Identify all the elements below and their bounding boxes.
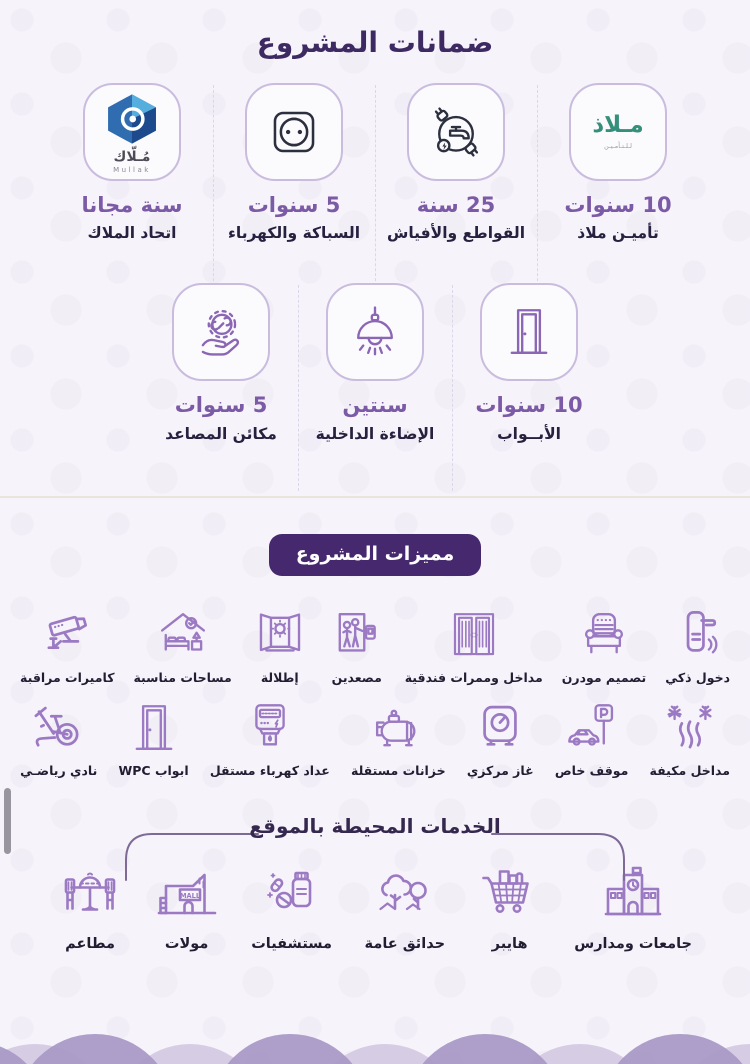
service-label: مولات xyxy=(164,935,209,952)
feature-item xyxy=(562,606,647,685)
feature-item xyxy=(20,606,114,685)
armchair-icon xyxy=(575,606,633,664)
guarantee-value: 5 سنوات xyxy=(174,393,268,418)
malath-arabic-wordmark: مـلاذ xyxy=(592,112,644,138)
feature-label: ابواب WPC xyxy=(118,762,189,778)
guarantees-row-1 xyxy=(0,83,750,243)
guarantee-item xyxy=(51,83,213,243)
feature-item xyxy=(133,606,231,685)
feature-item xyxy=(251,606,309,685)
service-label: حدائق عامة xyxy=(364,935,446,952)
feature-item xyxy=(405,606,543,685)
feature-item xyxy=(328,606,386,685)
lamp-icon xyxy=(326,283,424,381)
svg-text:MALL: MALL xyxy=(179,891,200,900)
feature-label: كاميرات مراقبة xyxy=(20,669,115,685)
feature-item xyxy=(351,699,446,778)
guarantee-value: 5 سنوات xyxy=(247,193,341,217)
guarantee-value: سنتين xyxy=(342,393,408,418)
malath-logo xyxy=(592,114,643,150)
feature-label: خزانات مستقلة xyxy=(350,762,446,778)
gear-hand-icon xyxy=(172,283,270,381)
ac-entrance-icon xyxy=(661,699,719,757)
guarantee-label: القواطع والأفياش xyxy=(386,224,526,243)
plug-faucet-icon xyxy=(407,83,505,181)
services-section xyxy=(0,814,750,952)
feature-item xyxy=(555,699,629,778)
features-row-2 xyxy=(0,699,750,778)
guarantee-label: الأبــواب xyxy=(497,424,561,443)
service-label: جامعات ومدارس xyxy=(574,935,692,952)
guarantee-label: تأميـن ملاذ xyxy=(577,224,659,243)
feature-label: دخول ذكي xyxy=(665,669,730,685)
guarantee-label: السباكة والكهرباء xyxy=(227,224,361,243)
guarantee-value: 10 سنوات xyxy=(564,193,672,217)
guarantee-value: سنة مجانا xyxy=(81,193,183,217)
services-title: الخدمات المحيطة بالموقع xyxy=(249,813,501,838)
meter-icon xyxy=(241,699,299,757)
feature-label: مساحات مناسبة xyxy=(133,669,232,685)
section-divider xyxy=(0,496,750,498)
mullak-arabic-wordmark: مُـلّاك xyxy=(113,149,151,165)
service-label: هايبر xyxy=(491,935,528,952)
guarantees-row-2 xyxy=(0,283,750,443)
feature-item xyxy=(650,699,730,778)
guarantee-value: 25 سنة xyxy=(416,193,496,217)
malath-subtitle: لـلـتـأمـيـن xyxy=(604,142,632,150)
feature-label: مصعدين xyxy=(331,669,382,685)
features-badge: مميزات المشروع xyxy=(269,534,482,576)
mullak-hexagon-icon xyxy=(103,90,161,148)
features-row-1 xyxy=(0,606,750,685)
feature-label: مداخل مكيفة xyxy=(649,762,730,778)
mullak-latin-wordmark: Mullak xyxy=(113,166,151,174)
feature-item xyxy=(665,606,730,685)
guarantee-value: 10 سنوات xyxy=(475,393,583,418)
guarantee-label: مكائن المصاعد xyxy=(165,424,277,443)
feature-label: تصميم مودرن xyxy=(561,669,647,685)
socket-icon xyxy=(245,83,343,181)
guarantee-item xyxy=(537,83,699,243)
hotel-doors-icon xyxy=(445,606,503,664)
mullak-logo xyxy=(83,83,181,181)
tank-icon xyxy=(369,699,427,757)
feature-label: إطلالة xyxy=(260,669,299,685)
bedroom-icon xyxy=(154,606,212,664)
guarantee-item xyxy=(298,283,452,443)
malath-logo xyxy=(569,83,667,181)
service-label: مطاعم xyxy=(65,935,115,952)
service-label: مستشفيات xyxy=(251,935,332,952)
window-view-icon xyxy=(251,606,309,664)
cctv-icon xyxy=(38,606,96,664)
feature-label: عداد كهرباء مستقل xyxy=(209,762,330,778)
feature-item xyxy=(210,699,330,778)
feature-label: موقف خاص xyxy=(554,762,629,778)
feature-label: غاز مركزي xyxy=(466,762,534,778)
feature-label: مداخل وممرات فندقية xyxy=(404,669,543,685)
feature-item xyxy=(118,699,188,778)
wpc-door-icon xyxy=(125,699,183,757)
guarantee-item xyxy=(213,83,375,243)
bottom-scallops-decoration xyxy=(0,1028,750,1064)
elevator-icon xyxy=(328,606,386,664)
guarantee-item xyxy=(375,83,537,243)
gas-icon xyxy=(471,699,529,757)
parking-icon xyxy=(563,699,621,757)
guarantees-title: ضمانات المشروع xyxy=(256,26,494,59)
guarantee-label: الإضاءة الداخلية xyxy=(315,424,435,443)
guarantee-item xyxy=(452,283,606,443)
feature-item xyxy=(467,699,534,778)
smart-entry-icon xyxy=(669,606,727,664)
guarantee-label: اتحاد الملاك xyxy=(87,224,177,243)
guarantee-item xyxy=(144,283,298,443)
door-icon xyxy=(480,283,578,381)
mullak-logo xyxy=(103,90,161,174)
gym-icon xyxy=(30,699,88,757)
feature-item xyxy=(20,699,97,778)
feature-label: نادي رياضـي xyxy=(20,762,98,778)
